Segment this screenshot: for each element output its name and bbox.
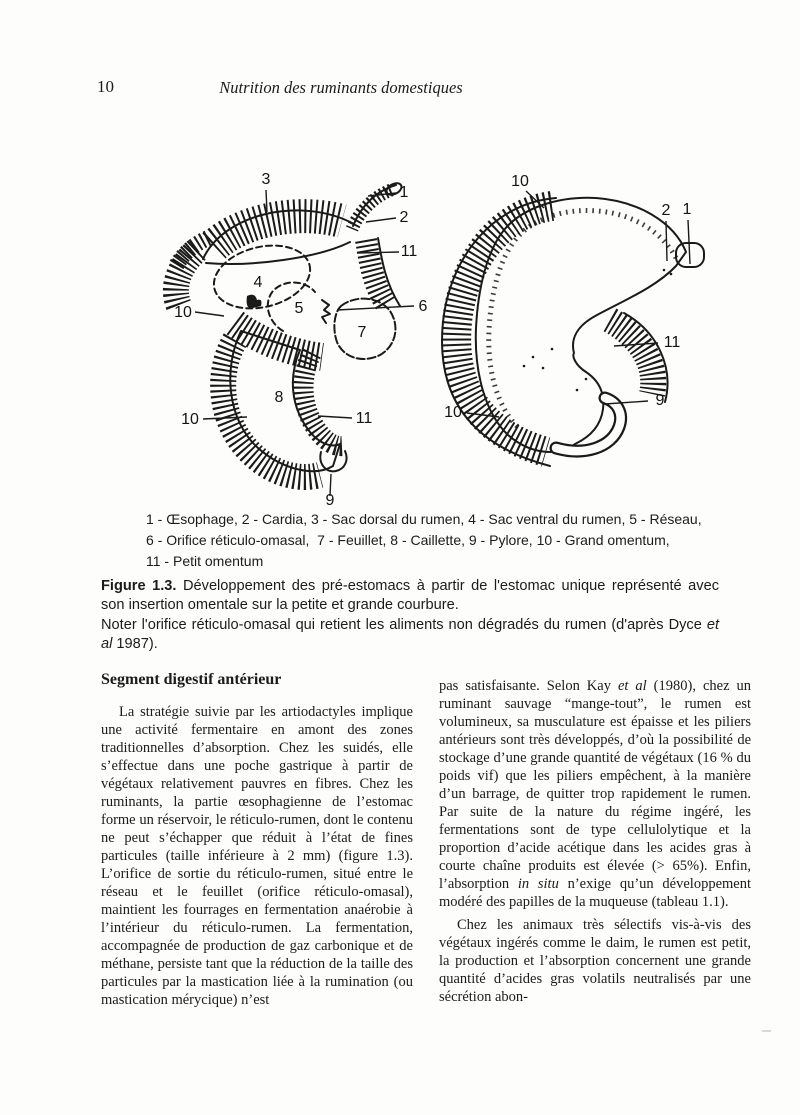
diagram-label: 7 bbox=[357, 324, 367, 341]
diagram-label: 1 bbox=[399, 184, 409, 201]
diagram-label: 10 bbox=[181, 411, 199, 428]
legend-line: 6 - Orifice réticulo-omasal, 7 - Feuillet, 8 - Caillette, 9 - Pylore, 10 - Grand omentum, bbox=[146, 532, 670, 548]
diagram-label: 11 bbox=[355, 410, 373, 427]
diagram-label: 1 bbox=[682, 201, 692, 218]
diagram-label: 10 bbox=[511, 173, 529, 190]
page-number: 10 bbox=[97, 77, 114, 96]
diagram-label: 2 bbox=[399, 209, 409, 226]
simple-stomach-drawing bbox=[442, 198, 704, 466]
diagram-label: 8 bbox=[274, 389, 284, 406]
caption-text: Figure 1.3. Développement des pré-estomacs à partir de l'estomac unique représenté avec son insertion omentale sur la petite et grande courbure. bbox=[101, 578, 719, 614]
legend-line: 11 - Petit omentum bbox=[146, 553, 264, 569]
diagram-label: 2 bbox=[661, 202, 671, 219]
figure-legend bbox=[146, 509, 726, 572]
section-heading: Segment digestif antérieur bbox=[101, 671, 282, 688]
body-paragraph: Chez les animaux très sélectifs vis-à-vis des végétaux ingérés comme le daim, le rumen est petit, la production et l’absorption concernent une grande quantité d’acides gras volatils neutralisés par une sécrétion abon- bbox=[439, 917, 751, 1005]
diagram-label: 11 bbox=[663, 334, 681, 351]
diagram-label: 10 bbox=[174, 304, 192, 321]
running-title: Nutrition des ruminants domestiques bbox=[219, 78, 463, 97]
diagram-label: 11 bbox=[400, 243, 418, 260]
body-paragraph: pas satisfaisante. Selon Kay et al (1980), chez un ruminant sauvage “mange-tout”, le rumen est volumineux, sa musculature est épaisse et les piliers antérieurs sont très développés, d’où la possibilité de stockage d’une grande quantité de végétaux (16 % du poids vif) que les piliers empêchent, à la manière d’un barrage, de quitter trop rapidement le rumen. Par suite de la nature du régime ingéré, les fermentations sont de type cellulolytique et la proportion d’acide acétique dans les acides gras à courte chaîne produits est élevée (> 65%). Enfin, l’absorption in situ n’exige qu’un développement modéré des papilles de la muqueuse (tableau 1.1). bbox=[439, 678, 752, 910]
caption-note: Noter l'orifice réticulo-omasal qui retient les aliments non dégradés du rumen (d'après Dyce et al 1987). bbox=[101, 616, 719, 653]
body-paragraph: La stratégie suivie par les artiodactyles implique une activité fermentaire en amont des zones traditionnelles d’absorption. Chez les suidés, elle s’effectue dans une poche gastrique à partir de végétaux relativement pauvres en fibres. Chez les ruminants, la partie œsophagienne de l’estomac forme un réservoir, le réticulo-rumen, dont le contenu ne peut s’échapper que réduit à l’état de fines particules (taille inférieure à 2 mm) (figure 1.3). L’orifice de sortie du réticulo-rumen, situé entre le réseau et le feuillet (orifice réticulo-omasal), maintient les fourrages en fermentation anaérobie à l’intérieur du réticulo-rumen. La fermentation, accompagnée de production de gaz carbonique et de méthane, persiste tant que la réduction de la taille des particules par la mastication liée à la rumination (ou mastication mérycique) n’est bbox=[101, 704, 413, 1008]
ruminant-stomach-drawing bbox=[176, 181, 404, 477]
diagram-label: 10 bbox=[444, 404, 462, 421]
legend-line: 1 - Œsophage, 2 - Cardia, 3 - Sac dorsal du rumen, 4 - Sac ventral du rumen, 5 - Réseau, bbox=[146, 511, 702, 527]
diagram-label: 9 bbox=[325, 492, 335, 509]
diagram-label: 9 bbox=[655, 392, 665, 409]
diagram-label: 3 bbox=[261, 171, 271, 188]
diagram-label: 5 bbox=[294, 300, 304, 317]
text-column-left bbox=[101, 670, 413, 1009]
figure-caption bbox=[101, 577, 719, 655]
diagram-label: 6 bbox=[418, 298, 428, 315]
diagram-label: 4 bbox=[253, 274, 263, 291]
text-column-right bbox=[439, 677, 751, 1006]
scan-artifact bbox=[762, 1030, 771, 1032]
